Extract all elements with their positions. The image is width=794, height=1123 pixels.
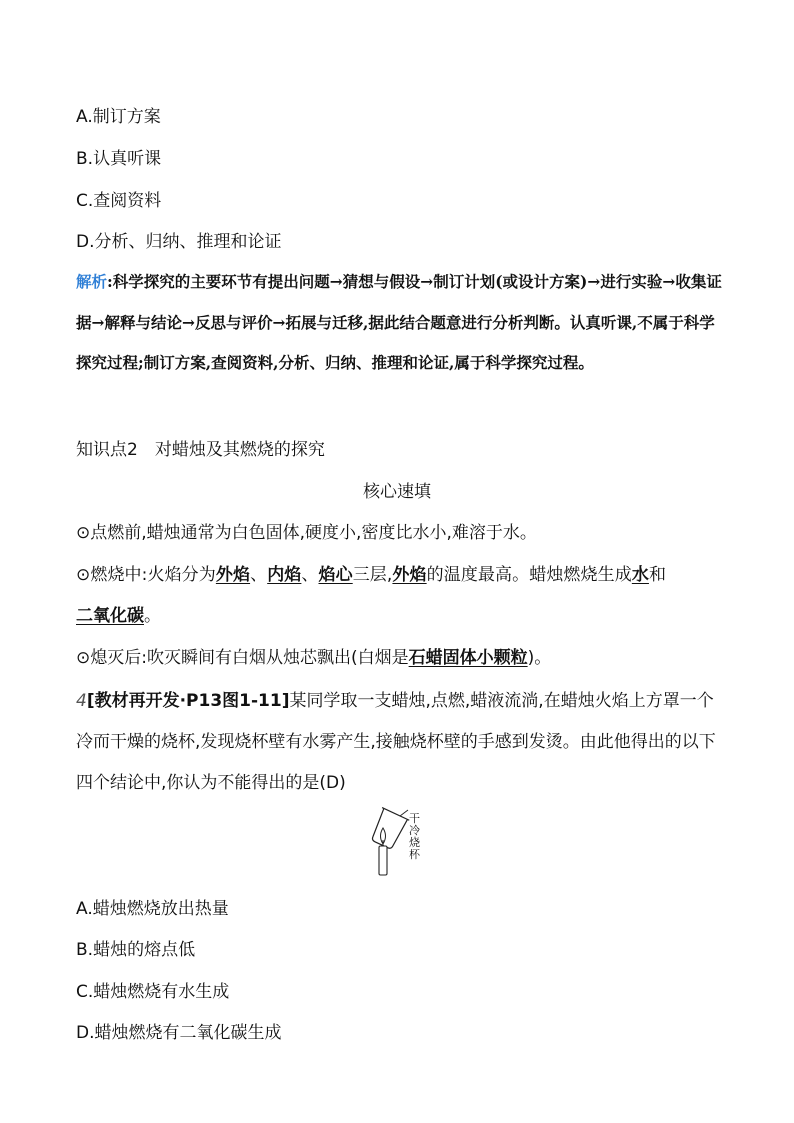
- option-d: D.分析、归纳、推理和论证: [76, 232, 282, 252]
- analysis-label: 解析: [76, 272, 108, 291]
- analysis-paragraph: [76, 262, 722, 384]
- fact-before-lighting: ⊙点燃前,蜡烛通常为白色固体,硬度小,密度比水小,难溶于水。: [76, 523, 537, 543]
- figure-label: 干冷烧杯: [409, 812, 420, 861]
- answer-co2: 二氧化碳: [76, 606, 144, 626]
- question-4: [76, 681, 718, 804]
- fact2-sep2: 、: [301, 565, 319, 585]
- option-c: C.查阅资料: [76, 191, 162, 211]
- fact2-text-a: ⊙燃烧中:火焰分为: [76, 565, 216, 585]
- q4-option-c: C.蜡烛燃烧有水生成: [76, 982, 230, 1002]
- question-number: 4: [76, 691, 87, 711]
- fact2-sep1: 、: [250, 565, 268, 585]
- answer-outer-flame: 外焰: [215, 565, 251, 585]
- q4-option-d: D.蜡烛燃烧有二氧化碳生成: [76, 1023, 282, 1043]
- fact3-text-a: ⊙熄灭后:吹灭瞬间有白烟从烛芯飘出(白烟是: [76, 648, 409, 668]
- fact-during-burning: [76, 563, 666, 587]
- q4-option-b: B.蜡烛的熔点低: [76, 940, 196, 960]
- answer-outer-flame-2: 外焰: [392, 565, 427, 585]
- fact2-text-e: 。: [144, 606, 161, 626]
- fact-during-burning-cont: [76, 604, 161, 628]
- fact-after-extinguish: [76, 646, 551, 670]
- option-b: B.认真听课: [76, 149, 162, 169]
- fact3-text-b: )。: [527, 648, 552, 668]
- answer-inner-flame: 内焰: [267, 565, 302, 585]
- fact2-text-d: 和: [648, 565, 667, 585]
- candle-beaker-figure: [366, 806, 436, 878]
- option-a: A.制订方案: [76, 107, 161, 127]
- answer-water: 水: [631, 565, 649, 585]
- answer-flame-core: 焰心: [318, 565, 353, 585]
- analysis-text: :科学探究的主要环节有提出问题→猜想与假设→制订计划(或设计方案)→进行实验→收集证据→解释与结论→反思与评价→拓展与迁移,据此结合题意进行分析判断。认真听课,不属于科学探究过程;制订方案,查阅资料,分析、归纳、推理和论证,属于科学探究过程。: [76, 272, 722, 373]
- core-title: 核心速填: [363, 482, 431, 502]
- question-source: [教材再开发·P13图1-11]: [86, 691, 290, 711]
- candle-body: [379, 846, 387, 875]
- q4-option-a: A.蜡烛燃烧放出热量: [76, 899, 229, 919]
- section-title: 知识点2 对蜡烛及其燃烧的探究: [76, 440, 325, 460]
- label-pointer: [400, 810, 408, 816]
- fact2-text-c: 的温度最高。蜡烛燃烧生成: [426, 565, 632, 585]
- fact2-text-b: 三层,: [352, 565, 393, 585]
- question-text: 某同学取一支蜡烛,点燃,蜡液流淌,在蜡烛火焰上方罩一个冷而干燥的烧杯,发现烧杯壁有水雾产生,接触烧杯壁的手感到发烫。由此他得出的以下四个结论中,你认为不能得出的是(D): [76, 691, 716, 793]
- answer-smoke: 石蜡固体小颗粒: [408, 648, 528, 668]
